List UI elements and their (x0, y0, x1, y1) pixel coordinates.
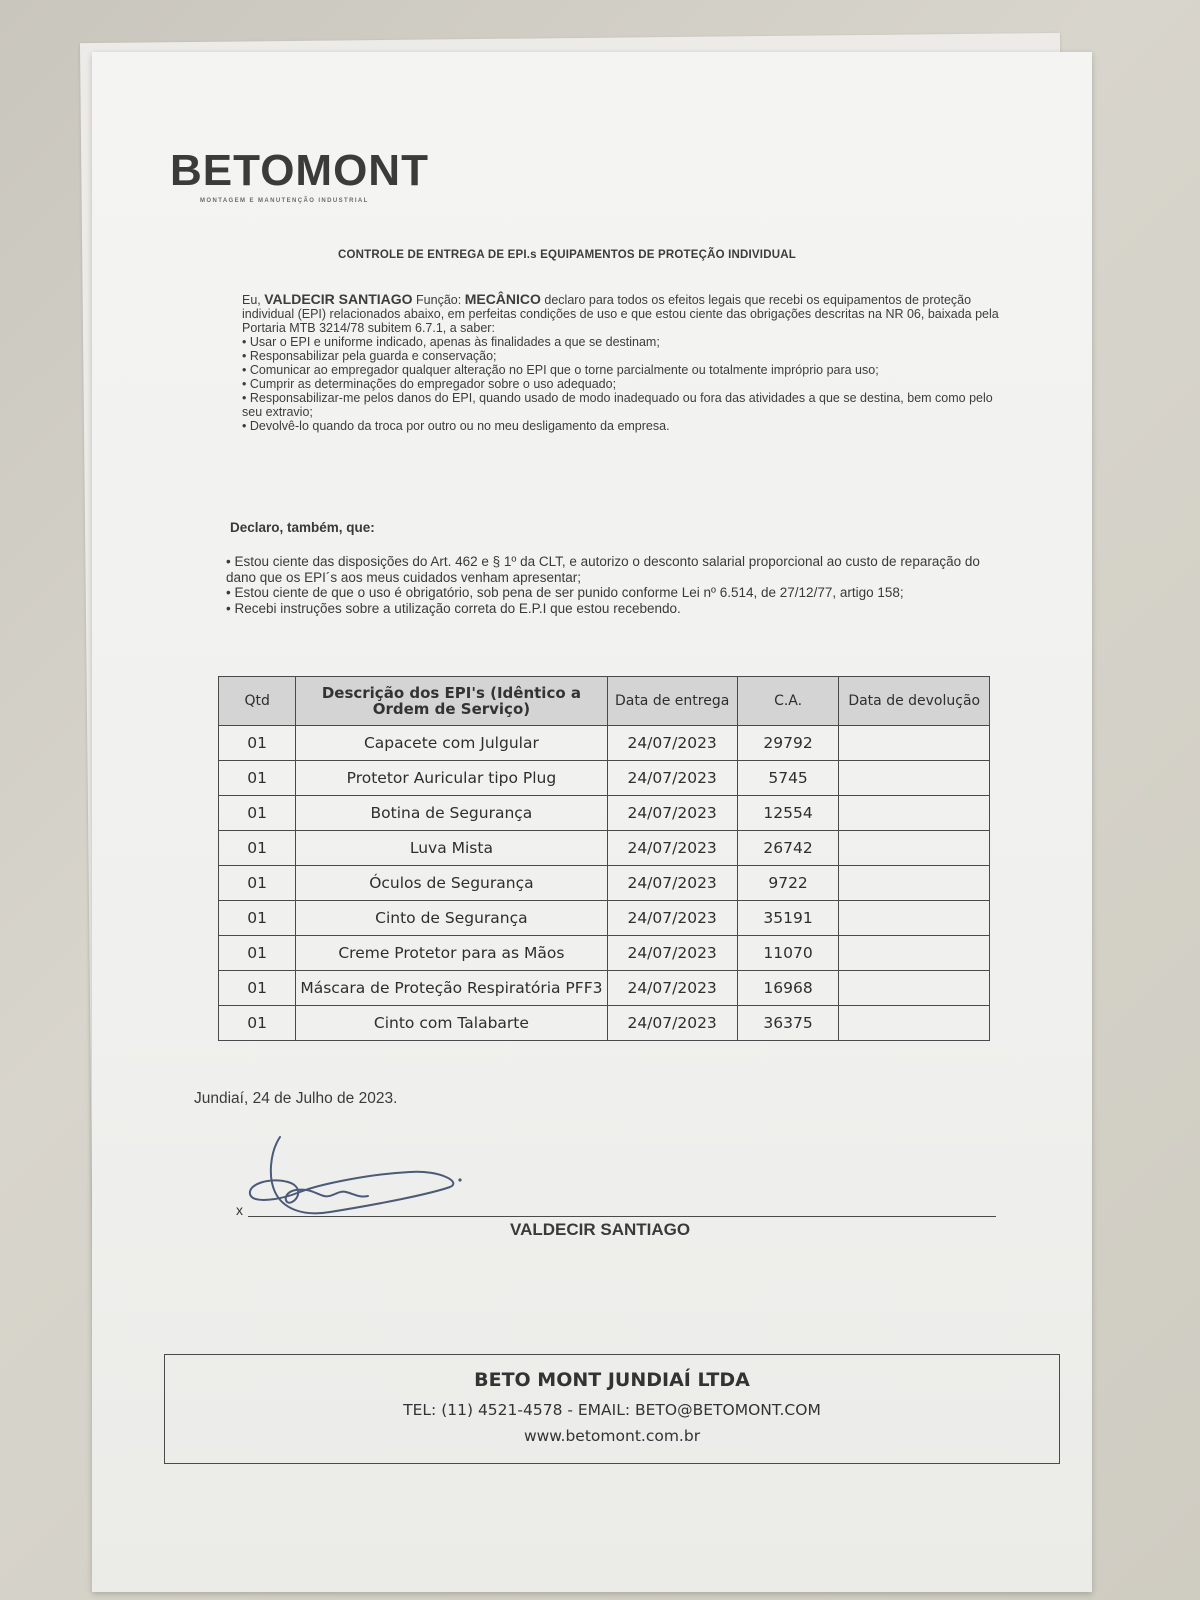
cell-qtd: 01 (219, 971, 296, 1006)
header-ca: C.A. (737, 677, 839, 726)
cell-qtd: 01 (219, 796, 296, 831)
cell-delivery-date: 24/07/2023 (607, 796, 737, 831)
document-page (92, 52, 1092, 1592)
employee-name: VALDECIR SANTIAGO (264, 291, 413, 307)
cell-delivery-date: 24/07/2023 (607, 1006, 737, 1041)
cell-delivery-date: 24/07/2023 (607, 831, 737, 866)
footer-contact: TEL: (11) 4521-4578 - EMAIL: BETO@BETOMONT.COM (403, 1401, 821, 1419)
cell-ca: 9722 (737, 866, 839, 901)
obligation-item: • Usar o EPI e uniforme indicado, apenas às finalidades a que se destinam; (242, 335, 660, 349)
cell-delivery-date: 24/07/2023 (607, 901, 737, 936)
cell-ca: 26742 (737, 831, 839, 866)
cell-description: Creme Protetor para as Mãos (296, 936, 607, 971)
header-delivery-date: Data de entrega (607, 677, 737, 726)
employee-role: MECÂNICO (464, 291, 541, 307)
cell-ca: 5745 (737, 761, 839, 796)
cell-return-date (839, 726, 990, 761)
cell-delivery-date: 24/07/2023 (607, 936, 737, 971)
place-date: Jundiaí, 24 de Julho de 2023. (194, 1090, 398, 1107)
cell-delivery-date: 24/07/2023 (607, 971, 737, 1006)
table-row (219, 796, 990, 831)
cell-description: Cinto com Talabarte (296, 1006, 607, 1041)
table-row (219, 866, 990, 901)
cell-description: Máscara de Proteção Respiratória PFF3 (296, 971, 607, 1006)
epi-table (218, 676, 990, 1041)
header-return-date: Data de devolução (839, 677, 990, 726)
cell-qtd: 01 (219, 901, 296, 936)
obligation-item: • Responsabilizar pela guarda e conservação; (242, 349, 497, 363)
cell-return-date (839, 796, 990, 831)
cell-qtd: 01 (219, 726, 296, 761)
cell-ca: 35191 (737, 901, 839, 936)
cell-qtd: 01 (219, 831, 296, 866)
cell-return-date (839, 831, 990, 866)
company-logo: BETOMONT (170, 146, 429, 195)
cell-qtd: 01 (219, 761, 296, 796)
cell-qtd: 01 (219, 1006, 296, 1041)
cell-return-date (839, 901, 990, 936)
cell-return-date (839, 971, 990, 1006)
footer-website: www.betomont.com.br (523, 1427, 701, 1445)
header-qtd: Qtd (219, 677, 296, 726)
cell-qtd: 01 (219, 866, 296, 901)
cell-description: Cinto de Segurança (296, 901, 607, 936)
signatory-name: VALDECIR SANTIAGO (510, 1220, 691, 1239)
footer-box (164, 1354, 1060, 1464)
header-description: Descrição dos EPI's (Idêntico a Ordem de Serviço) (296, 677, 607, 726)
cell-return-date (839, 936, 990, 971)
cell-qtd: 01 (219, 936, 296, 971)
cell-description: Protetor Auricular tipo Plug (296, 761, 607, 796)
obligation-item: • Devolvê-lo quando da troca por outro ou no meu desligamento da empresa. (242, 419, 670, 433)
obligation-item: • Comunicar ao empregador qualquer alteração no EPI que o torne parcialmente ou totalmente impróprio para uso; (242, 363, 879, 377)
signature-line (248, 1216, 996, 1217)
table-row (219, 726, 990, 761)
table-row (219, 831, 990, 866)
signature-x-mark: x (236, 1202, 243, 1218)
table-body (219, 726, 990, 1041)
also-declare-item: • Estou ciente das disposições do Art. 462 e § 1º da CLT, e autorizo o desconto salarial proporcional ao custo de reparação do dano que os EPI´s aos meus cuidados venham apresentar; (226, 554, 980, 585)
cell-delivery-date: 24/07/2023 (607, 761, 737, 796)
cell-ca: 16968 (737, 971, 839, 1006)
declaration-intro: Eu, VALDECIR SANTIAGO Função: MECÂNICO declaro para todos os efeitos legais que recebi os equipamentos de proteção individual (EPI) relacionados abaixo, em perfeitas condições de uso e que estou ciente das obrigações descritas na NR 06, baixada pela Portaria MTB 3214/78 subitem 6.7.1, a saber: (242, 291, 999, 335)
also-declare-heading: Declaro, também, que: (230, 520, 375, 535)
footer-company-name: BETO MONT JUNDIAÍ LTDA (474, 1369, 750, 1391)
handwritten-signature (240, 1132, 480, 1227)
also-declare-list (226, 554, 996, 616)
cell-return-date (839, 866, 990, 901)
cell-description: Luva Mista (296, 831, 607, 866)
document-title: CONTROLE DE ENTREGA DE EPI.s EQUIPAMENTOS DE PROTEÇÃO INDIVIDUAL (338, 249, 796, 261)
table-row (219, 936, 990, 971)
declaration-block (242, 292, 1002, 433)
also-declare-item: • Recebi instruções sobre a utilização correta do E.P.I que estou recebendo. (226, 600, 681, 616)
cell-return-date (839, 761, 990, 796)
table-row (219, 761, 990, 796)
cell-description: Óculos de Segurança (296, 866, 607, 901)
cell-description: Botina de Segurança (296, 796, 607, 831)
cell-description: Capacete com Julgular (296, 726, 607, 761)
table-row (219, 901, 990, 936)
obligation-item: • Responsabilizar-me pelos danos do EPI, quando usado de modo inadequado ou fora das atividades a que se destina, bem como pelo seu extravio; (242, 391, 993, 419)
obligation-item: • Cumprir as determinações do empregador sobre o uso adequado; (242, 377, 617, 391)
table-row (219, 971, 990, 1006)
table-header-row (219, 677, 990, 726)
cell-return-date (839, 1006, 990, 1041)
cell-delivery-date: 24/07/2023 (607, 866, 737, 901)
cell-delivery-date: 24/07/2023 (607, 726, 737, 761)
also-declare-item: • Estou ciente de que o uso é obrigatório, sob pena de ser punido conforme Lei nº 6.514, de 27/12/77, artigo 158; (226, 585, 904, 600)
cell-ca: 11070 (737, 936, 839, 971)
cell-ca: 12554 (737, 796, 839, 831)
company-tagline: MONTAGEM E MANUTENÇÃO INDUSTRIAL (200, 198, 369, 204)
cell-ca: 29792 (737, 726, 839, 761)
table-row (219, 1006, 990, 1041)
cell-ca: 36375 (737, 1006, 839, 1041)
